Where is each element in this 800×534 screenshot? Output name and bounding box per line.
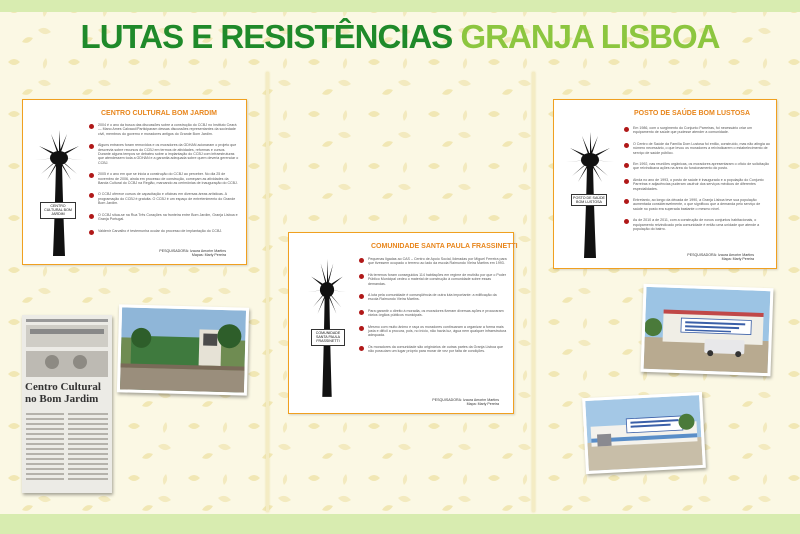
bullet-icon: [89, 230, 94, 235]
panel-title: COMUNIDADE SANTA PAULA FRASSINETTI: [371, 243, 518, 250]
bullet-icon: [89, 193, 94, 198]
panel-santa-paula: [288, 232, 518, 414]
list-item: Valdenir Carvalho é testemunha ocular do processo de implantação do CCBJ.: [89, 229, 239, 235]
list-item: Em 1986, com o surgimento do Conjunto Parreiras, foi necessário criar um equipamento de saúde que pudesse atender a comunidade.: [624, 126, 770, 135]
panel-posto-saude: [553, 99, 777, 269]
panel-title: CENTRO CULTURAL BOM JARDIM: [101, 110, 218, 117]
bottom-green-band: [0, 514, 800, 534]
top-green-band: [0, 0, 800, 12]
panel-items: [624, 126, 770, 239]
title-part-2: GRANJA LISBOA: [460, 18, 720, 55]
palm-label: POSTO DE SAÚDE BOM LUSTOSA: [571, 194, 607, 206]
photo-cultural-center: [117, 304, 249, 395]
bullet-icon: [359, 326, 364, 331]
list-item: O Centro de Saúde da Família Dom Lustosa foi então, construído, mas não atingia ao número necessário, o que levou os moradores a reivindicarem o estabelecimento de serviço de saúde público.: [624, 142, 770, 155]
bullet-icon: [89, 214, 94, 219]
photo-health-post-2: [582, 392, 706, 474]
list-item: Entretanto, ao longo da década de 1990, a Granja Lisboa teve sua população aumentada consideravelmente, o que significou que a demanda pelo serviço de saúde no posto era superada bastante o mesmo nível.: [624, 198, 770, 211]
list-item: Ainda no ano de 1993, o posto de saúde é inaugurado e a população do Conjunto Parreiras e adjacências puderam usufruir dos serviços médicos de diferentes especialidades.: [624, 178, 770, 191]
bullet-icon: [359, 346, 364, 351]
column-divider-right: [532, 72, 535, 512]
bullet-icon: [89, 144, 94, 149]
photo-health-post-1: [641, 284, 774, 376]
bullet-icon: [359, 294, 364, 299]
list-item: Para garantir o direito à moradia, os moradores fizeram diversas ações e procuraram vários órgãos públicos municipais.: [359, 309, 507, 318]
list-item: Há terrenos foram conseguidos 114 habitações em regime de mutirão por que o Poder Público Municipal cedeu o material de construção à comunidade sobre essas demandas.: [359, 273, 507, 286]
list-item: 2005 é o ano em que se inicia a construção do CCBJ ao perceber. No dia 25 de novembro de 2006, ainda em processo de construção, começam as atividades da Banda Cultural do CCBJ na Região, marcando as cerimônias de inauguração do CCBJ.: [89, 172, 239, 185]
list-item: O CCBJ situa-se na Rua Três Corações na fronteira entre Bom Jardim, Granja Lisboa e Granja Portugal.: [89, 213, 239, 222]
bullet-icon: [624, 199, 629, 204]
list-item: Mesmo com muito ânimo e raça os moradores continuaram a organizar a forma mais justa e difícil a procura, pois, no início, não havia luz, água nem qualquer infraestrutura adequada.: [359, 325, 507, 338]
panel-items: [89, 123, 239, 242]
bullet-icon: [624, 163, 629, 168]
list-item: O CCBJ oferece cursos de capacitação e oficinas em diversas áreas artísticas. A programação do CCBJ é gratuita. O CCBJ é um espaço de entretenimento do Grande Bom Jardim.: [89, 192, 239, 205]
panel-credits: PESQUISADORA: Izaura Amorim Martins Mapa: Marly Pereira: [432, 397, 499, 407]
list-item: 2004 é o ano da busca das discussões sobre a construção do CCBJ no Instituto Ceará — Mano Ames Calvacci/Participaram dessas discussões representantes da sociedade civil, membros do governo e moradores antigos do Grande Bom Jardim.: [89, 123, 239, 136]
bullet-icon: [624, 179, 629, 184]
building-photo: [120, 307, 246, 392]
bullet-icon: [624, 127, 629, 132]
list-item: Em 1992, nas reuniões orgânicas, os moradores apresentaram o ofício de solicitação que reivindicava ações na área do funcionamento do posto.: [624, 162, 770, 171]
bullet-icon: [89, 124, 94, 129]
bullet-icon: [624, 219, 629, 224]
list-item: Os moradores da comunidade são originários de outras partes da Granja Lisboa que não possuíam um lugar próprio para morar de vez por falta de condições.: [359, 345, 507, 354]
palm-label: CENTRO CULTURAL BOM JARDIM: [40, 202, 76, 219]
health-post-photo: [644, 287, 771, 373]
list-item: Pequenas ligadas ao CAS – Centro de Apoio Social, lideradas por Miguel Ferreira para que tivessem ocupado o terreno ao lado da escola Raimundo Vieira Martins em 1993.: [359, 257, 507, 266]
palm-tree-icon: [305, 257, 349, 399]
palm-tree-icon: [31, 128, 87, 258]
newspaper-clipping: [22, 315, 112, 493]
bullet-icon: [359, 274, 364, 279]
health-post-photo-2: [585, 395, 703, 471]
panel-centro-cultural: [22, 99, 247, 265]
bullet-icon: [359, 310, 364, 315]
column-divider-left: [266, 72, 269, 512]
bullet-icon: [624, 143, 629, 148]
panel-items: [359, 257, 507, 361]
list-item: As de 2010 a de 2011, com a construção de novos conjuntos habitacionais, o equipamento reivindicado pela comunidade é então uma unidade que atende a população do bairro.: [624, 218, 770, 231]
newspaper-headline: Centro Cultural no Bom Jardim: [25, 381, 101, 405]
panel-credits: PESQUISADORA: Izaura Amorim Martins Mapas: Marly Pereira: [159, 248, 226, 258]
page-title: [0, 18, 800, 56]
bullet-icon: [89, 173, 94, 178]
list-item: A luta pela comunidade é conseqüência de outra luta importante: a edificação da escola Raimundo Vieira Martins.: [359, 293, 507, 302]
palm-label: COMUNIDADE SANTA PAULA FRASSINETTI: [311, 329, 345, 346]
panel-title: POSTO DE SAÚDE BOM LUSTOSA: [634, 110, 751, 117]
title-part-1: LUTAS E RESISTÊNCIAS: [80, 18, 453, 55]
bullet-icon: [359, 258, 364, 263]
panel-credits: PESQUISADORA: Izaura Amorim Martins Mapa: Marly Pereira: [687, 252, 754, 262]
list-item: Alguns entraves foram removidos e os moradores da GDHAN acionaram o projeto que descrevia sobre recursos do CCBJ em termos de atividades, reformas e cursos. Durante alguns tempos se debateu sobre a implantação do CCBJ com infraestruturas que atendessem toda a GDHAN e a garantia adequada sobre quem deveria gerenciar o CCBJ.: [89, 143, 239, 165]
